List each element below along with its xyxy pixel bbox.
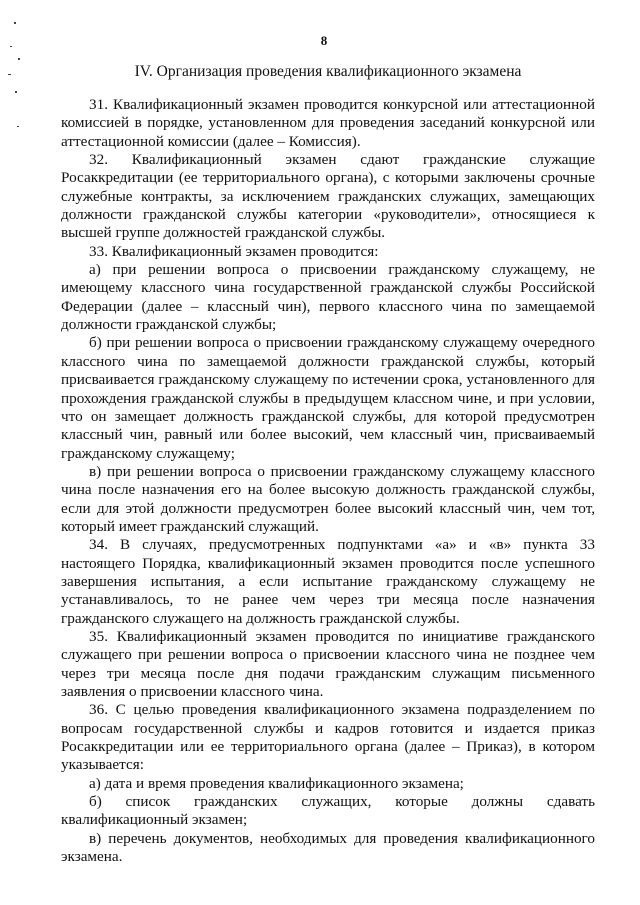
paragraph-33-b: б) при решении вопроса о присвоении гражданскому служащему очередного классного чина по замещаемой должности гражданской службы, который присваивается гражданскому служащему по истечении срока, установленного для прохождения гражданской службы в предыдущем классном чине, и при условии, что он замещает должность гражданской службы, для которой предусмотрен классный чин, равный или более высокий, чем классный чин, присваиваемый гражданскому служащему; — [61, 334, 595, 462]
scan-artifact-mark — [17, 126, 19, 127]
paragraph-36-b: б) список гражданских служащих, которые должны сдавать квалификационный экзамен; — [61, 793, 595, 829]
paragraph-33-a: а) при решении вопроса о присвоении гражданскому служащему, не имеющему классного чина государственной гражданской службы Российской Федерации (далее – классный чин), первого классного чина по замещаемой должности гражданской службы; — [61, 261, 595, 334]
paragraph-33: 33. Квалификационный экзамен проводится: — [89, 242, 379, 260]
scan-artifact-mark — [8, 74, 11, 75]
section-title: IV. Организация проведения квалификационного экзамена — [134, 63, 522, 80]
paragraph-36-a: а) дата и время проведения квалификационного экзамена; — [89, 774, 464, 792]
paragraph-36: 36. С целью проведения квалификационного экзамена подразделением по вопросам государственной службы и кадров готовится и издается приказ Росаккредитации или ее территориального органа (далее – Приказ), в котором указывается: — [61, 701, 595, 774]
paragraph-36-v: в) перечень документов, необходимых для проведения квалификационного экзамена. — [61, 829, 595, 866]
paragraph-33-v: в) при решении вопроса о присвоении гражданскому служащему классного чина после назначения его на более высокую должность гражданской службы, если для этой должности предусмотрен более высокий классный чин, чем тот, который имеет гражданский служащий. — [61, 462, 595, 535]
paragraph-35: 35. Квалификационный экзамен проводится по инициативе гражданского служащего при решении вопроса о присвоении классного чина не позднее чем через три месяца после дня подачи гражданским служащим письменного заявления о присвоении классного чина. — [61, 627, 595, 700]
page-number: 8 — [320, 33, 328, 48]
paragraph-32: 32. Квалификационный экзамен сдают гражданские служащие Росаккредитации (ее территориального органа), с которыми заключены срочные служебные контракты, за исключением гражданских служащих, замещающих должности гражданской службы категории «руководители», относящиеся к высшей группе должностей гражданской службы. — [61, 151, 595, 242]
scan-artifact-mark — [14, 22, 16, 24]
paragraph-34: 34. В случаях, предусмотренных подпунктами «а» и «в» пункта 33 настоящего Порядка, квалификационный экзамен проводится после успешного завершения испытания, а если испытание гражданскому служащему не устанавливалось, то не ранее чем через три месяца после назначения гражданского служащего на должность гражданской службы. — [61, 536, 595, 627]
scan-artifact-mark — [15, 91, 17, 93]
paragraph-31: 31. Квалификационный экзамен проводится конкурсной или аттестационной комиссией в порядке, установленном для проведения заседаний конкурсной или аттестационной комиссии (далее – Комиссия). — [61, 96, 595, 150]
body-text — [61, 96, 595, 866]
scan-artifact-mark — [18, 58, 20, 60]
